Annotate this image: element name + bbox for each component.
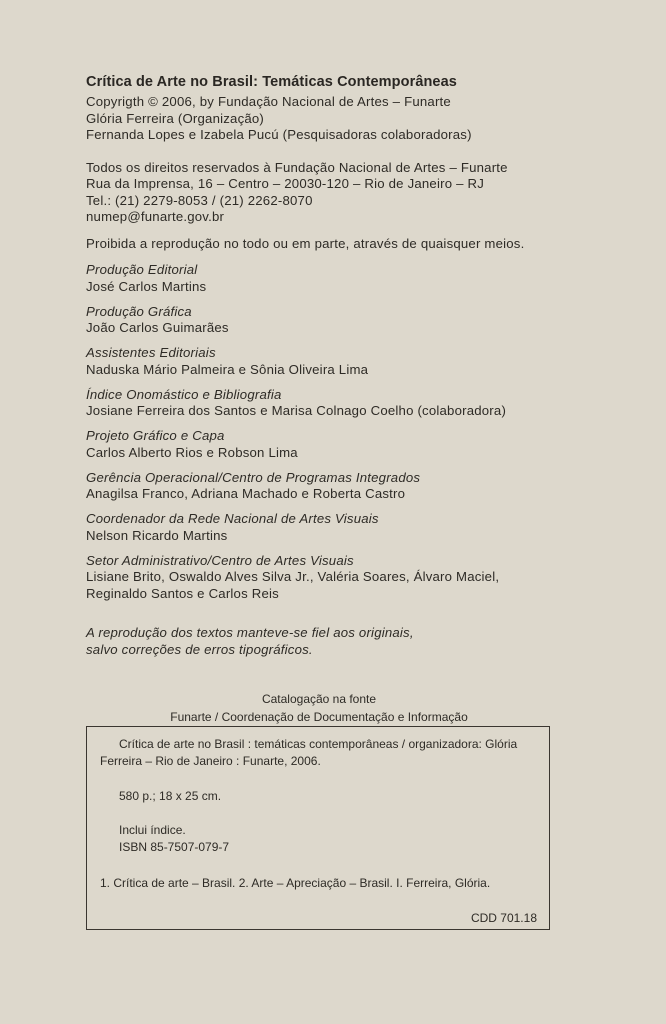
catalog-physical: 580 p.; 18 x 25 cm. — [119, 789, 222, 803]
credit-names: Carlos Alberto Rios e Robson Lima — [86, 444, 298, 460]
imprint-content — [86, 74, 586, 658]
credit-item — [86, 511, 586, 544]
catalog-subjects: 1. Crítica de arte – Brasil. 2. Arte – Apreciação – Brasil. I. Ferreira, Glória. — [100, 876, 491, 890]
rights-block — [86, 160, 586, 226]
credit-names: José Carlos Martins — [86, 278, 207, 294]
copyright-block — [86, 94, 586, 144]
credit-role: Produção Gráfica — [86, 303, 192, 319]
credits-list — [86, 262, 586, 602]
rights-line: Todos os direitos reservados à Fundação Nacional de Artes – Funarte — [86, 159, 508, 175]
credit-role: Setor Administrativo/Centro de Artes Visuais — [86, 552, 354, 568]
credit-names: Reginaldo Santos e Carlos Reis — [86, 585, 279, 601]
credit-names: João Carlos Guimarães — [86, 320, 229, 335]
credit-names: Anagilsa Franco, Adriana Machado e Roberta Castro — [86, 486, 406, 501]
credit-role: Gerência Operacional/Centro de Programas Integrados — [86, 469, 421, 485]
book-title: Crítica de Arte no Brasil: Temáticas Contemporâneas — [86, 74, 457, 90]
credit-names: Nelson Ricardo Martins — [86, 527, 228, 543]
catalog-isbn: ISBN 85-7507-079-7 — [119, 840, 230, 854]
credit-role: Projeto Gráfico e Capa — [86, 428, 225, 443]
note-line: A reprodução dos textos manteve-se fiel aos originais, — [86, 625, 414, 640]
credit-item — [86, 262, 586, 295]
catalog-heading: Catalogação na fonte — [261, 692, 377, 706]
email-line: numep@funarte.gov.br — [86, 209, 225, 224]
catalog-heading-block — [86, 690, 552, 726]
organizer-line: Glória Ferreira (Organização) — [86, 110, 265, 126]
credit-role: Assistentes Editoriais — [86, 345, 216, 360]
credit-item — [86, 304, 586, 337]
catalog-index-note: Inclui índice. — [119, 823, 186, 837]
credit-role: Índice Onomástico e Bibliografia — [86, 386, 282, 402]
copyright-line: Copyrigth © 2006, by Fundação Nacional de Artes – Funarte — [86, 94, 451, 109]
catalog-card — [86, 726, 550, 930]
credit-item — [86, 428, 586, 461]
credit-role: Produção Editorial — [86, 262, 198, 277]
catalog-entry-line: Ferreira – Rio de Janeiro : Funarte, 2006. — [100, 754, 321, 768]
phone-line: Tel.: (21) 2279-8053 / (21) 2262-8070 — [86, 192, 313, 208]
credit-item — [86, 345, 586, 378]
catalog-cdd: CDD 701.18 — [470, 911, 537, 925]
catalog-entry-line: Crítica de arte no Brasil : temáticas contemporâneas / organizadora: Glória — [119, 737, 518, 751]
credit-names: Lisiane Brito, Oswaldo Alves Silva Jr., Valéria Soares, Álvaro Maciel, — [86, 569, 500, 584]
credit-role: Coordenador da Rede Nacional de Artes Visuais — [86, 511, 379, 526]
credit-item — [86, 470, 586, 503]
address-line: Rua da Imprensa, 16 – Centro – 20030-120 – Rio de Janeiro – RJ — [86, 176, 485, 191]
catalog-subheading: Funarte / Coordenação de Documentação e Informação — [170, 710, 468, 724]
note-line: salvo correções de erros tipográficos. — [86, 641, 313, 657]
credit-names: Naduska Mário Palmeira e Sônia Oliveira Lima — [86, 361, 369, 377]
credit-names: Josiane Ferreira dos Santos e Marisa Colnago Coelho (colaboradora) — [86, 403, 507, 418]
reproduction-note — [86, 625, 586, 658]
credit-item — [86, 387, 586, 420]
prohibition-line: Proibida a reprodução no todo ou em parte, através de quaisquer meios. — [86, 235, 525, 251]
credit-item — [86, 553, 586, 603]
researchers-line: Fernanda Lopes e Izabela Pucú (Pesquisadoras colaboradoras) — [86, 127, 472, 142]
